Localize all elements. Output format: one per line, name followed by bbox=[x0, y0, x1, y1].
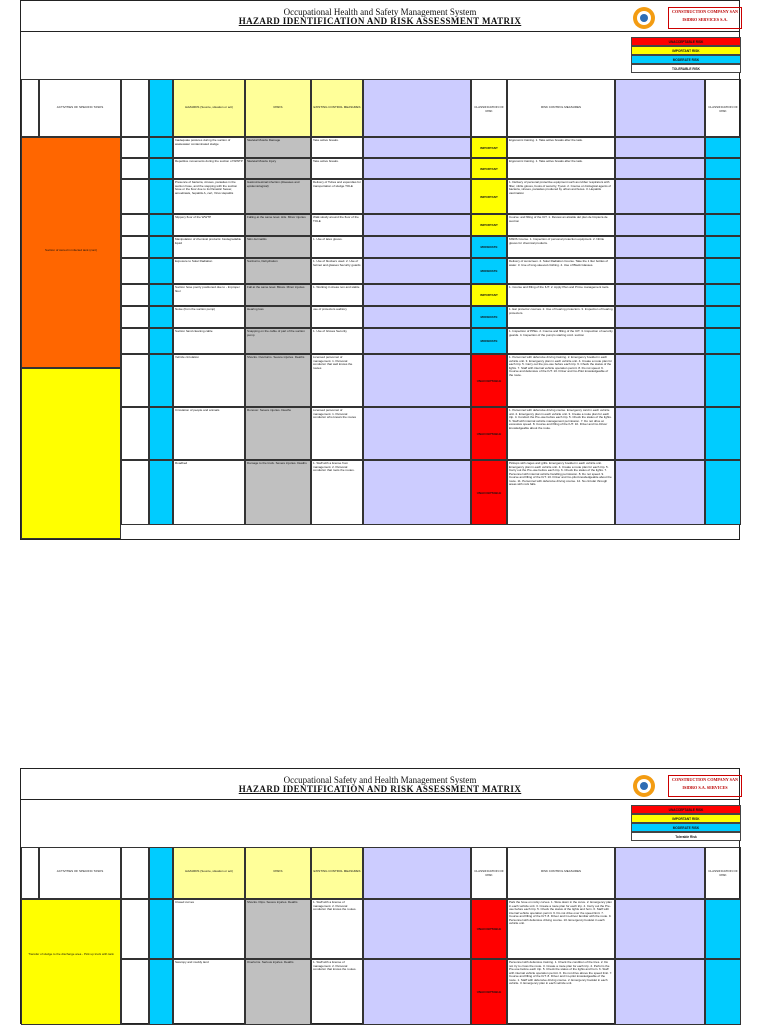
residual-cell bbox=[615, 236, 705, 258]
hazard-cell: Closed curves bbox=[173, 899, 245, 959]
hazard-cell: Roadbed bbox=[173, 460, 245, 525]
header-residual bbox=[615, 847, 705, 899]
header-routine bbox=[149, 79, 173, 137]
controls-cell: 1. Use of latex gloves. bbox=[311, 236, 363, 258]
hazard-cell: Circulation of people and animals bbox=[173, 407, 245, 460]
sheet-title: Occupational Safety and Health Management System bbox=[283, 775, 477, 785]
classification-badge: UNACCEPTABLE bbox=[471, 354, 507, 407]
residual-class-cell bbox=[705, 460, 741, 525]
type-cell bbox=[121, 306, 149, 328]
type-cell bbox=[121, 354, 149, 407]
section-label: Transfer of sludge to the discharge area - Pick up truck with tank bbox=[28, 952, 114, 956]
header-activities: ACTIVITIES OF SPECIFIC TASKS bbox=[39, 847, 121, 899]
routine-cell bbox=[149, 328, 173, 354]
section-label: Suction of stored in infected tank (cont) bbox=[44, 248, 98, 252]
residual-cell bbox=[615, 214, 705, 236]
residual-cell bbox=[615, 407, 705, 460]
risk-cell: Shocks. Flips. Severe injuries. Deaths bbox=[245, 899, 311, 959]
assessment-cell bbox=[363, 306, 471, 328]
routine-cell bbox=[149, 284, 173, 306]
header-controls: EXISTING CONTROL MEASURES bbox=[311, 847, 363, 899]
controls-cell: 1. Use of blockers used. 2. Use of helmet and glasses Security guards bbox=[311, 258, 363, 284]
residual-cell bbox=[615, 354, 705, 407]
assessment-cell bbox=[363, 328, 471, 354]
assessment-cell bbox=[363, 158, 471, 179]
residual-class-cell bbox=[705, 137, 741, 158]
header-type bbox=[121, 847, 149, 899]
classification-badge: UNACCEPTABLE bbox=[471, 899, 507, 959]
residual-class-cell bbox=[705, 959, 741, 1025]
residual-class-cell bbox=[705, 899, 741, 959]
sheet-title: Occupational Health and Safety Management System bbox=[283, 7, 477, 17]
assessment-cell bbox=[363, 284, 471, 306]
header-item bbox=[21, 79, 39, 137]
residual-cell bbox=[615, 158, 705, 179]
routine-cell bbox=[149, 214, 173, 236]
controls-cell: use of protectors auditory bbox=[311, 306, 363, 328]
classification-badge: IMPORTANT bbox=[471, 158, 507, 179]
risk-cell: Sunburns, Dehydration bbox=[245, 258, 311, 284]
header-residual-class: CLASSIFICATION OF RISK bbox=[705, 847, 741, 899]
company-logo-icon bbox=[632, 774, 656, 798]
residual-class-cell bbox=[705, 284, 741, 306]
header-hazards: HAZARDS (Source, situation or act) bbox=[173, 847, 245, 899]
classification-badge: IMPORTANT bbox=[471, 214, 507, 236]
measures-cell: 1. Course and filling of the IUT. 2. Apply Plan and Prime management tools. bbox=[507, 284, 615, 306]
header-risks: RISKS bbox=[245, 79, 311, 137]
type-cell bbox=[121, 899, 149, 959]
controls-cell: 1. Staff with a license of management. 2. Personal conductor that knows the routes. bbox=[311, 899, 363, 959]
residual-cell bbox=[615, 899, 705, 959]
routine-cell bbox=[149, 460, 173, 525]
hazard-cell: Suction hose poorly positioned due to - Improper floor bbox=[173, 284, 245, 306]
assessment-cell bbox=[363, 258, 471, 284]
company-logo-icon bbox=[632, 6, 656, 30]
legend-important: IMPORTANT RISK bbox=[631, 814, 741, 823]
type-cell bbox=[121, 959, 149, 1025]
residual-cell bbox=[615, 328, 705, 354]
risk-cell: Shocks. Overturns. Severe injuries. Deaths bbox=[245, 354, 311, 407]
routine-cell bbox=[149, 179, 173, 214]
risk-cell: Overturns. Serious injuries. Deaths bbox=[245, 959, 311, 1025]
assessment-cell bbox=[363, 137, 471, 158]
header-risk-assessment bbox=[363, 79, 471, 137]
hazard-cell: Exposure to Solar Radiation bbox=[173, 258, 245, 284]
header-classification: CLASSIFICATION OF RISK bbox=[471, 847, 507, 899]
risk-cell: Hearing loss bbox=[245, 306, 311, 328]
measures-cell: Ergonomic training. 1. Take active breaks after the task. bbox=[507, 137, 615, 158]
controls-cell: Licensed personnel of management. 1. Personal conductor that well knows the routes bbox=[311, 354, 363, 407]
classification-badge: MODERATE bbox=[471, 258, 507, 284]
controls-cell: Take active breaks. bbox=[311, 158, 363, 179]
measures-cell: Course: and filling of the IUT. 1. Review an alcalde del plan de limpieza de succion bbox=[507, 214, 615, 236]
residual-class-cell bbox=[705, 236, 741, 258]
routine-cell bbox=[149, 137, 173, 158]
residual-class-cell bbox=[705, 179, 741, 214]
hazard-cell: Noise (from the suction pump) bbox=[173, 306, 245, 328]
header-routine bbox=[149, 847, 173, 899]
residual-cell bbox=[615, 460, 705, 525]
risk-cell: Falling at the same level. Hits. Minor injuries bbox=[245, 214, 311, 236]
header-activities: ACTIVITIES OF SPECIFIC TASKS bbox=[39, 79, 121, 137]
activity-block-yellow bbox=[21, 899, 121, 1025]
risk-cell: Runover. Severe injuries. Deaths bbox=[245, 407, 311, 460]
type-cell bbox=[121, 137, 149, 158]
measures-cell: MSDS Course. 1. Inspection of personal protection equipment. 2. Nitrile gloves for chemical products. bbox=[507, 236, 615, 258]
routine-cell bbox=[149, 158, 173, 179]
legend-unacceptable: UNACCEPTABLE RISK bbox=[631, 37, 741, 46]
company-name: CONSTRUCTION COMPANY SAN ISIDRO SERVICES S.A. bbox=[668, 7, 742, 29]
routine-cell bbox=[149, 899, 173, 959]
header-risks: RISKS bbox=[245, 847, 311, 899]
risk-cell: Gastrointestinal infection (diseases and epidemiological) bbox=[245, 179, 311, 214]
controls-cell: 1. Working in Areas non and stable bbox=[311, 284, 363, 306]
header-controls: EXISTING CONTROL MEASURES bbox=[311, 79, 363, 137]
residual-class-cell bbox=[705, 354, 741, 407]
type-cell bbox=[121, 258, 149, 284]
assessment-cell bbox=[363, 236, 471, 258]
header-residual-class: CLASSIFICATION OF RISK bbox=[705, 79, 741, 137]
activity-block-yellow bbox=[21, 368, 121, 539]
residual-class-cell bbox=[705, 258, 741, 284]
routine-cell bbox=[149, 258, 173, 284]
classification-badge: UNACCEPTABLE bbox=[471, 407, 507, 460]
assessment-cell bbox=[363, 460, 471, 525]
controls-cell: Licensed personnel of management. 1. Personal conductor who knows the routes bbox=[311, 407, 363, 460]
measures-cell: Personnel with defensive training. 1. Check the condition of the tires. 2. Do not try to cross the route. 3. Create a route plan for each trip. 4. Perform the Pre-use before each trip. 5. Check the status of the lights and horn. 6. Staff with internal vehicle operation permit. 6. Do not drive above the speed limit. 7. Course and filling of the IUT. 8. Driver and Co-pilot knowledgeable of the route. 1. Staff with defensive driving course. 2. Emergency booklet in each vehicle. 3. Emergency plan in each vehicle unit. bbox=[507, 959, 615, 1025]
assessment-cell bbox=[363, 179, 471, 214]
legend-important: IMPORTANT RISK bbox=[631, 46, 741, 55]
classification-badge: IMPORTANT bbox=[471, 137, 507, 158]
residual-cell bbox=[615, 959, 705, 1025]
risk-cell: Damage to the truck. Severe injuries. Deaths bbox=[245, 460, 311, 525]
risk-cell: Skin dermatitis bbox=[245, 236, 311, 258]
classification-badge: MODERATE bbox=[471, 328, 507, 354]
residual-cell bbox=[615, 179, 705, 214]
residual-cell bbox=[615, 258, 705, 284]
hazard-cell: Swampy and muddy land bbox=[173, 959, 245, 1025]
type-cell bbox=[121, 214, 149, 236]
legend-tolerable: Tolerable Risk bbox=[631, 832, 741, 841]
legend-tolerable: TOLERABLE RISK bbox=[631, 64, 741, 73]
controls-cell: 1. Use of Gloves Security bbox=[311, 328, 363, 354]
header-risk-controls: RISK CONTROL MEASURES bbox=[507, 847, 615, 899]
hazard-cell: Inadequate postures during the suction of wastewater contaminated sludge bbox=[173, 137, 245, 158]
hazard-cell: Repetitive movements during the suction of WWTP bbox=[173, 158, 245, 179]
risk-cell: Snapping on the cable of part of the suction pump bbox=[245, 328, 311, 354]
controls-cell: 1. Staff with a license from management. 2. Personal conductor that roots the routes. bbox=[311, 460, 363, 525]
sheet-subtitle: HAZARD IDENTIFICATION AND RISK ASSESSMENT MATRIX bbox=[238, 16, 522, 26]
residual-class-cell bbox=[705, 214, 741, 236]
header-residual bbox=[615, 79, 705, 137]
risk-cell: Fall at the same level. Blows. Minor injuries bbox=[245, 284, 311, 306]
measures-cell: 1. Delivery of personal protective equipment such as rubber respirators with filter, nitrile gloves, boots of security, Tyvek. 2. Course on biological agents of bacteria, viruses, parasites produced by urban and feces. 3. Hepatitis vaccination bbox=[507, 179, 615, 214]
legend-moderate: MODERATE RISK bbox=[631, 823, 741, 832]
residual-class-cell bbox=[705, 306, 741, 328]
measures-cell: Pickups with cages and grills. Emergency booklet in each vehicle unit. Emergency plan in each vehicle unit. 4. Create a route plan for each trip. 5. Carry out the Pre-use before each trip. 6. Check the status of the lights. 7. Personnel with internal vehicle handling permission. 8. Do not speed. 9. Course and filling of the IUT. 10. Driver and Co-pilot knowledgeable about the route. 11. Personnel with defensive driving course. 12. No circular through areas with rock falls. bbox=[507, 460, 615, 525]
header-type bbox=[121, 79, 149, 137]
header-classification: CLASSIFICATION OF RISK bbox=[471, 79, 507, 137]
classification-badge: IMPORTANT bbox=[471, 284, 507, 306]
residual-cell bbox=[615, 284, 705, 306]
routine-cell bbox=[149, 354, 173, 407]
routine-cell bbox=[149, 306, 173, 328]
type-cell bbox=[121, 284, 149, 306]
measures-cell: 1. Personnel with defensive driving training. 2. Emergency booklet in each vehicle unit. 3. Emergency plan in each vehicle unit. 4. Create a route plan for each trip. 5. Carry out the pre-use before each trip. 6. Check the status of the lights. 7. Staff with internal vehicle operation permit. 8. Do not speed. 9. Course and defensive of the IUT. 10. Driver and Co-Pilot knowledgeable of the route. bbox=[507, 354, 615, 407]
residual-class-cell bbox=[705, 158, 741, 179]
header-risk-assessment bbox=[363, 847, 471, 899]
classification-badge: UNACCEPTABLE bbox=[471, 959, 507, 1025]
residual-cell bbox=[615, 306, 705, 328]
controls-cell: Delivery of Tubes and expendies for transportation of sludge TOLE bbox=[311, 179, 363, 214]
risk-cell: Skeletal Muscle Damage bbox=[245, 137, 311, 158]
controls-cell: Take active breaks. bbox=[311, 137, 363, 158]
matrix-sheet-1 bbox=[20, 0, 740, 540]
divider bbox=[21, 799, 739, 800]
type-cell bbox=[121, 158, 149, 179]
legend-moderate: MODERATE RISK bbox=[631, 55, 741, 64]
measures-cell: Delivery of sunscreen. 2. Solar Radiation Course. Take the 1 liter bottles of water. 3. Use of long-sleeved clothing. 4. Use of Black Glasses. bbox=[507, 258, 615, 284]
classification-badge: IMPORTANT bbox=[471, 179, 507, 214]
routine-cell bbox=[149, 959, 173, 1025]
routine-cell bbox=[149, 236, 173, 258]
hazard-cell: Vehicle circulation bbox=[173, 354, 245, 407]
company-name: CONSTRUCTION COMPANY SAN ISIDRO S.A. SERVICES bbox=[668, 775, 742, 797]
residual-cell bbox=[615, 137, 705, 158]
controls-cell: Walk slowly around the floor of the TOLE bbox=[311, 214, 363, 236]
hazard-cell: Presence of bacteria, viruses, parasites in the suction hose, and the stepping with the suction hose or the floor due to its Parasitic Sewer, amoebiasis, hepatitis A, cert, Virus Hepatitis bbox=[173, 179, 245, 214]
assessment-cell bbox=[363, 407, 471, 460]
classification-badge: MODERATE bbox=[471, 306, 507, 328]
measures-cell: Ergonomic training. 1. Take active breaks after the task. bbox=[507, 158, 615, 179]
residual-class-cell bbox=[705, 407, 741, 460]
measures-cell: Park the hose on rocky curves. 1. Slow down in the curve. 2. Emergency plan in each vehicle unit. 3. Create a route plan for each trip. 4. Carry out the Pre-use before each trip. 5. Check the status of the lights and horn. 6. Staff with internal vehicle operation permit. 6. Do not drive over the speed limit. 7. Course and filling of the IUT. 8. Driver and Co-driver familiar with the route. 9. Personnel with defensive driving course. 10. Emergency booklet in each vehicle unit. bbox=[507, 899, 615, 959]
type-cell bbox=[121, 179, 149, 214]
type-cell bbox=[121, 460, 149, 525]
divider bbox=[21, 31, 739, 32]
legend-unacceptable: UNACCEPTABLE RISK bbox=[631, 805, 741, 814]
classification-badge: UNACCEPTABLE bbox=[471, 460, 507, 525]
header-item bbox=[21, 847, 39, 899]
assessment-cell bbox=[363, 959, 471, 1025]
measures-cell: 1. Personnel with defensive driving course. Emergency card in each vehicle unit. 2. Emergency plan in each vehicle unit. 3. Create a route plan for each trip. 4. Conduct the Pre-use before each trip. 5. Check the status of the lights. 6. Staff with internal vehicle management permission. 7. Do not drive at excessive speed. 8. Course and filling of the IUT. 10. Driver and Co-Driver knowledgeable about the route. bbox=[507, 407, 615, 460]
hazard-cell: Slippery floor of the WWTP bbox=[173, 214, 245, 236]
assessment-cell bbox=[363, 354, 471, 407]
measures-cell: 1. Ear protector courses. 2. Use of hearing protectors. 3. Inspection of hearing protectors. bbox=[507, 306, 615, 328]
type-cell bbox=[121, 328, 149, 354]
routine-cell bbox=[149, 407, 173, 460]
activity-block-orange bbox=[21, 137, 121, 368]
matrix-sheet-2 bbox=[20, 768, 740, 1024]
type-cell bbox=[121, 407, 149, 460]
residual-class-cell bbox=[705, 328, 741, 354]
header-risk-controls: RISK CONTROL MEASURES bbox=[507, 79, 615, 137]
measures-cell: 1. Inspection of PPEs. 2. Course and filling of the IUT. 3. Inspection of security guards. 4. Inspection of the pump's starting cord. suction bbox=[507, 328, 615, 354]
hazard-cell: Suction hand cleaning cable bbox=[173, 328, 245, 354]
assessment-cell bbox=[363, 899, 471, 959]
assessment-cell bbox=[363, 214, 471, 236]
hazard-cell: Manipulation of chemical products: biodegradable liquid bbox=[173, 236, 245, 258]
classification-badge: MODERATE bbox=[471, 236, 507, 258]
controls-cell: 1. Staff with a license of management. 2. Personal conductor that knows the routes. bbox=[311, 959, 363, 1025]
risk-cell: Skeletal Muscle Injury bbox=[245, 158, 311, 179]
sheet-subtitle: HAZARD IDENTIFICATION AND RISK ASSESSMENT MATRIX bbox=[238, 784, 522, 794]
type-cell bbox=[121, 236, 149, 258]
header-hazards: HAZARDS (Source, situation or act) bbox=[173, 79, 245, 137]
